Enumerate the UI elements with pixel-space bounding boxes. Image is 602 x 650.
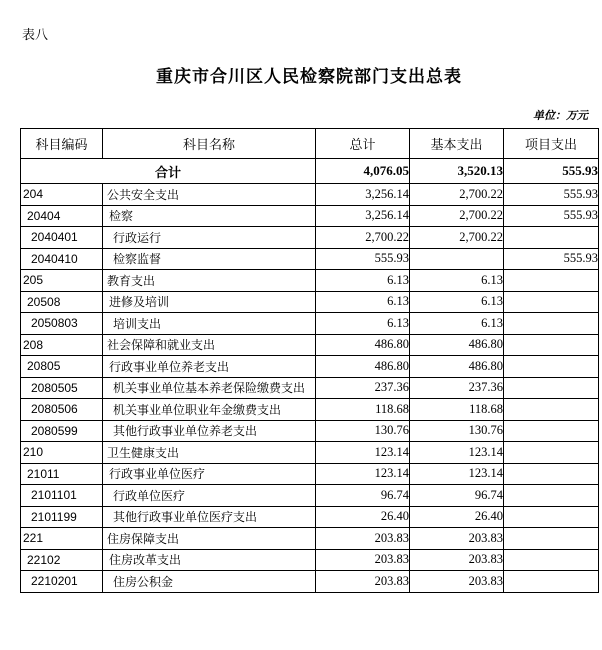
cell-project-expenditure (504, 227, 599, 249)
unit-label: 单位：万元 (533, 110, 588, 122)
cell-total: 96.74 (316, 485, 410, 507)
table-row (21, 528, 599, 550)
col-header-project-expenditure: 项目支出 (504, 129, 599, 159)
cell-basic-expenditure (410, 248, 504, 270)
cell-basic-expenditure: 486.80 (410, 334, 504, 356)
cell-project-expenditure (504, 485, 599, 507)
cell-subject-code: 21011 (21, 463, 103, 485)
cell-total: 6.13 (316, 313, 410, 335)
table-body (21, 159, 599, 593)
cell-project-expenditure (504, 463, 599, 485)
cell-subject-code: 2101101 (21, 485, 103, 507)
cell-subject-name: 检察 (103, 205, 316, 227)
cell-subject-code: 221 (21, 528, 103, 550)
col-header-basic-expenditure: 基本支出 (410, 129, 504, 159)
cell-project-expenditure (504, 442, 599, 464)
table-row (21, 205, 599, 227)
cell-subject-name: 行政事业单位养老支出 (103, 356, 316, 378)
cell-subject-code: 22102 (21, 549, 103, 571)
table-row (21, 334, 599, 356)
cell-subject-name: 进修及培训 (103, 291, 316, 313)
cell-basic-expenditure: 123.14 (410, 442, 504, 464)
table-row (21, 485, 599, 507)
cell-subject-code: 20404 (21, 205, 103, 227)
cell-project-expenditure: 555.93 (504, 205, 599, 227)
cell-project-expenditure (504, 356, 599, 378)
table-row (21, 506, 599, 528)
table-row (21, 184, 599, 206)
cell-subject-code: 2101199 (21, 506, 103, 528)
cell-basic-expenditure: 237.36 (410, 377, 504, 399)
cell-subject-name: 教育支出 (103, 270, 316, 292)
table-row (21, 420, 599, 442)
cell-total: 203.83 (316, 528, 410, 550)
cell-basic-expenditure: 2,700.22 (410, 227, 504, 249)
table-row (21, 356, 599, 378)
cell-basic-expenditure: 130.76 (410, 420, 504, 442)
grand-total-label: 合计 (21, 159, 316, 184)
cell-total: 555.93 (316, 248, 410, 270)
cell-subject-code: 20805 (21, 356, 103, 378)
cell-subject-name: 住房保障支出 (103, 528, 316, 550)
cell-project-expenditure (504, 549, 599, 571)
cell-basic-expenditure: 96.74 (410, 485, 504, 507)
cell-project-expenditure: 555.93 (504, 184, 599, 206)
cell-basic-expenditure: 6.13 (410, 313, 504, 335)
cell-subject-name: 住房公积金 (103, 571, 316, 593)
cell-subject-code: 20508 (21, 291, 103, 313)
table-row (21, 313, 599, 335)
cell-subject-code: 2040401 (21, 227, 103, 249)
cell-subject-name: 住房改革支出 (103, 549, 316, 571)
cell-total: 3,256.14 (316, 184, 410, 206)
table-row (21, 248, 599, 270)
cell-subject-code: 2080505 (21, 377, 103, 399)
cell-project-expenditure (504, 313, 599, 335)
table-header (21, 129, 599, 159)
cell-total: 6.13 (316, 270, 410, 292)
table-row (21, 227, 599, 249)
cell-project-expenditure (504, 506, 599, 528)
cell-subject-name: 检察监督 (103, 248, 316, 270)
cell-subject-code: 2080506 (21, 399, 103, 421)
cell-subject-code: 205 (21, 270, 103, 292)
cell-project-expenditure: 555.93 (504, 248, 599, 270)
cell-subject-name: 公共安全支出 (103, 184, 316, 206)
cell-subject-name: 机关事业单位基本养老保险缴费支出 (103, 377, 316, 399)
expenditure-table (20, 128, 599, 593)
table-row (21, 463, 599, 485)
cell-total: 130.76 (316, 420, 410, 442)
cell-subject-name: 行政事业单位医疗 (103, 463, 316, 485)
cell-project-expenditure (504, 334, 599, 356)
col-header-total: 总计 (316, 129, 410, 159)
cell-project-expenditure (504, 377, 599, 399)
table-row (21, 270, 599, 292)
table-row (21, 571, 599, 593)
cell-total: 203.83 (316, 571, 410, 593)
cell-project-expenditure (504, 420, 599, 442)
cell-total: 123.14 (316, 442, 410, 464)
cell-basic-expenditure: 203.83 (410, 571, 504, 593)
cell-basic-expenditure: 118.68 (410, 399, 504, 421)
cell-subject-code: 2080599 (21, 420, 103, 442)
cell-subject-name: 其他行政事业单位养老支出 (103, 420, 316, 442)
cell-total: 486.80 (316, 334, 410, 356)
cell-basic-expenditure: 6.13 (410, 270, 504, 292)
cell-subject-name: 行政运行 (103, 227, 316, 249)
cell-subject-name: 机关事业单位职业年金缴费支出 (103, 399, 316, 421)
cell-project-expenditure (504, 270, 599, 292)
cell-project-expenditure (504, 399, 599, 421)
cell-project-expenditure (504, 571, 599, 593)
cell-basic-expenditure: 203.83 (410, 528, 504, 550)
cell-subject-name: 社会保障和就业支出 (103, 334, 316, 356)
cell-subject-code: 2050803 (21, 313, 103, 335)
table-number-label: 表八 (22, 27, 49, 42)
table-row (21, 442, 599, 464)
table-row (21, 291, 599, 313)
grand-total-total: 4,076.05 (316, 159, 410, 184)
cell-subject-name: 行政单位医疗 (103, 485, 316, 507)
cell-subject-code: 208 (21, 334, 103, 356)
cell-basic-expenditure: 26.40 (410, 506, 504, 528)
cell-total: 3,256.14 (316, 205, 410, 227)
cell-basic-expenditure: 2,700.22 (410, 205, 504, 227)
cell-basic-expenditure: 6.13 (410, 291, 504, 313)
table-row (21, 549, 599, 571)
cell-total: 2,700.22 (316, 227, 410, 249)
grand-total-basic: 3,520.13 (410, 159, 504, 184)
grand-total-row (21, 159, 599, 184)
cell-total: 237.36 (316, 377, 410, 399)
header-row (21, 129, 599, 159)
table-row (21, 399, 599, 421)
cell-subject-code: 2210201 (21, 571, 103, 593)
cell-subject-name: 卫生健康支出 (103, 442, 316, 464)
cell-total: 26.40 (316, 506, 410, 528)
cell-subject-code: 204 (21, 184, 103, 206)
cell-subject-name: 培训支出 (103, 313, 316, 335)
page-title: 重庆市合川区人民检察院部门支出总表 (156, 67, 462, 86)
cell-project-expenditure (504, 528, 599, 550)
cell-total: 6.13 (316, 291, 410, 313)
cell-basic-expenditure: 486.80 (410, 356, 504, 378)
cell-total: 118.68 (316, 399, 410, 421)
cell-basic-expenditure: 203.83 (410, 549, 504, 571)
col-header-subject-code: 科目编码 (21, 129, 103, 159)
cell-subject-code: 2040410 (21, 248, 103, 270)
cell-total: 486.80 (316, 356, 410, 378)
table-row (21, 377, 599, 399)
cell-subject-name: 其他行政事业单位医疗支出 (103, 506, 316, 528)
cell-basic-expenditure: 2,700.22 (410, 184, 504, 206)
cell-total: 123.14 (316, 463, 410, 485)
cell-basic-expenditure: 123.14 (410, 463, 504, 485)
grand-total-project: 555.93 (504, 159, 599, 184)
cell-project-expenditure (504, 291, 599, 313)
col-header-subject-name: 科目名称 (103, 129, 316, 159)
cell-total: 203.83 (316, 549, 410, 571)
cell-subject-code: 210 (21, 442, 103, 464)
